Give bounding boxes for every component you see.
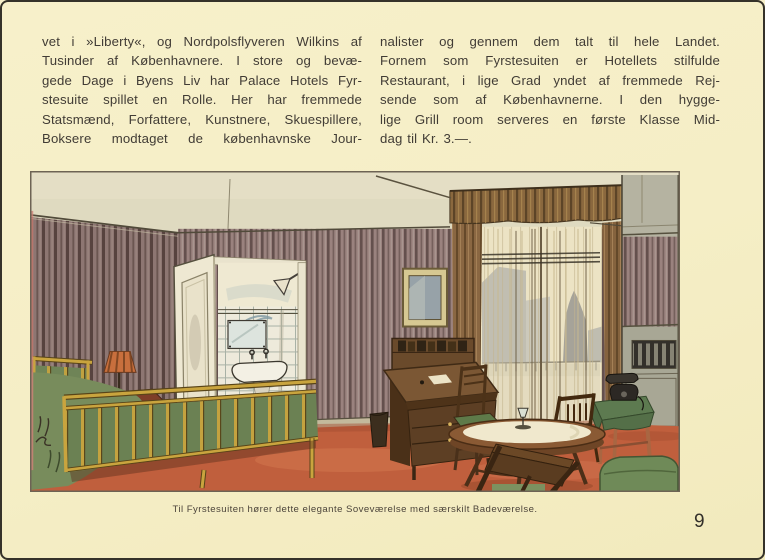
bedroom-illustration	[30, 171, 680, 492]
body-text	[42, 32, 720, 148]
text-column-left	[42, 32, 362, 148]
text-line: Fornem som Fyrstesuiten er Hotellets stilfulde	[380, 53, 720, 69]
text-line: vet i »Liberty«, og Nordpolsflyveren Wilkins af	[42, 34, 362, 49]
page-number: 9	[694, 511, 706, 532]
waste-basket	[370, 412, 388, 447]
text-line: Restaurant, i lige Grad yndet af fremmede Rej-	[380, 72, 720, 88]
text-line: dag til Kr. 3.—.	[380, 131, 472, 147]
text-line: stesuite spillet en Rolle. Her har fremmede	[42, 92, 362, 108]
wall-picture	[403, 269, 447, 327]
illustration-caption: Til Fyrstesuiten hører dette elegante Soveværelse med særskilt Badeværelse.	[172, 504, 538, 515]
text-line: Boksere modtaget de københavnske Jour-	[42, 131, 362, 147]
text-line: sende som af Københavnerne. I den hygge-	[380, 92, 720, 108]
text-line: nalister og gennem dem talt til hele Landet.	[380, 34, 720, 49]
text-line: lige Grill room serveres en første Klasse Mid-	[380, 111, 720, 127]
window-valance	[450, 185, 628, 224]
bathroom-mirror	[228, 321, 266, 349]
text-column-right	[380, 32, 720, 148]
armchair	[600, 456, 678, 492]
text-line: Tusinder af Københavnere. I store og bevæ-	[42, 53, 362, 69]
text-line: Statsmænd, Forfattere, Kunstnere, Skuespillere,	[42, 111, 362, 127]
text-line: gede Dage i Byens Liv har Palace Hotels Fyr-	[42, 72, 362, 88]
